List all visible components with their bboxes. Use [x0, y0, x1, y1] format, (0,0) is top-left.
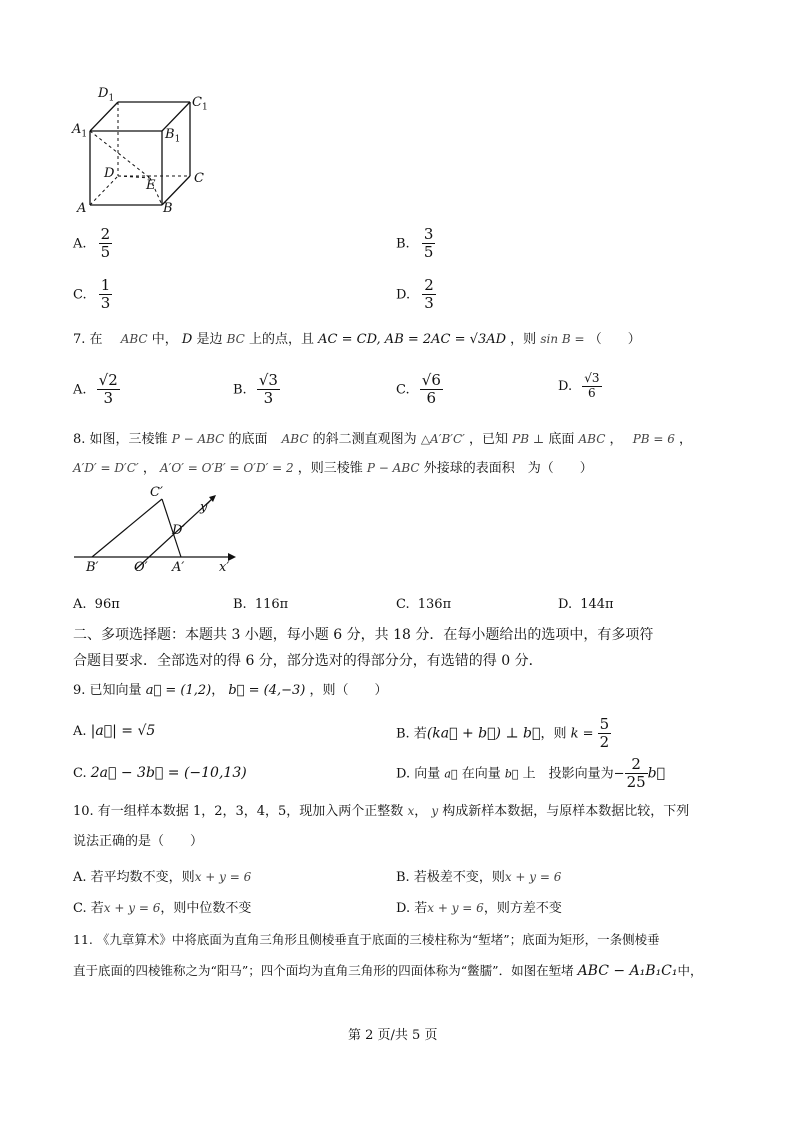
q6-option-d[interactable]: D. $\frac{2}{3}$: [396, 276, 434, 313]
q9-option-d[interactable]: D. 向量 a⃗ 在向量 b⃗ 上 投影向量为− $\frac{2}{25}$ b⃗: [396, 755, 666, 792]
q8-option-c[interactable]: C. 136π: [396, 597, 452, 612]
q10-option-c[interactable]: C. 若x + y = 6，则中位数不变: [73, 901, 252, 916]
label-a1: $A_1$: [72, 122, 88, 140]
q8-option-a[interactable]: A. 96π: [73, 597, 120, 612]
q8-option-d[interactable]: D. 144π: [558, 597, 614, 612]
q10-option-a[interactable]: A. 若平均数不变，则x + y = 6: [73, 870, 252, 885]
label-d: D: [104, 166, 115, 181]
q10-option-d[interactable]: D. 若x + y = 6，则方差不变: [396, 901, 562, 916]
fig8-label-a: A′: [172, 560, 185, 575]
q10-stem-line1: 10. 有一组样本数据 1，2，3，4，5，现加入两个正整数 x， y 构成新样本数据，与原样本数据比较，下列: [73, 804, 690, 819]
label-e: E: [146, 178, 156, 193]
fig8-label-b: B′: [86, 560, 99, 575]
fraction: $\frac{√2}{3}$: [98, 371, 118, 408]
q6-option-b[interactable]: B. $\frac{3}{5}$: [396, 225, 434, 262]
fig8-label-x: x′: [219, 560, 230, 575]
q9-stem: 9. 已知向量 a⃗ = (1,2)， b⃗ = (4,−3) ，则（ ）: [73, 683, 388, 698]
q7-stem: 7. 在 ABC 中， D 是边 BC 上的点，且 AC = CD, AB = 2AC = √3AD ，则 sin B = （ ）: [73, 332, 641, 347]
fig8-label-o: O′: [134, 560, 148, 575]
section-heading-line2: 合题目要求．全部选对的得 6 分，部分选对的得部分分，有选错的得 0 分．: [73, 653, 543, 669]
q6-option-a[interactable]: A. $\frac{2}{5}$: [73, 225, 111, 262]
fraction: $\frac{1}{3}$: [100, 276, 111, 313]
q9-option-a[interactable]: A. |a⃗| = √5: [73, 723, 156, 739]
q7-option-b[interactable]: B. $\frac{√3}{3}$: [233, 371, 278, 408]
q6-option-c[interactable]: C. $\frac{1}{3}$: [73, 276, 111, 313]
label-d1: $D_1$: [98, 86, 115, 104]
fraction: $\frac{2}{3}$: [424, 276, 434, 313]
q8-option-b[interactable]: B. 116π: [233, 597, 289, 612]
fig8-label-y: y′: [200, 500, 211, 515]
label-a: A: [77, 201, 87, 216]
label-c1: $C_1$: [192, 95, 208, 113]
fig8-label-d: D′: [172, 523, 186, 538]
q7-option-d[interactable]: D. $\frac{√3}{6}$: [558, 371, 600, 400]
section-heading-line1: 二、多项选择题：本题共 3 小题，每小题 6 分，共 18 分．在每小题给出的选项中，有多项符: [73, 627, 654, 643]
q7-option-c[interactable]: C. $\frac{√6}{6}$: [396, 371, 441, 408]
q11-stem-line2: 直于底面的四棱锥称之为“阳马”；四个面均为直角三角形的四面体称为“鳖臑”．如图在堑堵 ABC − A₁B₁C₁中，: [73, 963, 703, 979]
label-b1: $B_1$: [165, 127, 181, 145]
fraction: $\frac{3}{5}$: [423, 225, 434, 262]
fraction: $\frac{√3}{3}$: [258, 371, 278, 408]
page-footer: 第 2 页/共 5 页: [348, 1028, 438, 1043]
q10-option-b[interactable]: B. 若极差不变，则x + y = 6: [396, 870, 562, 885]
fraction: $\frac{2}{5}$: [100, 225, 111, 262]
fraction: $\frac{√6}{6}$: [421, 371, 441, 408]
q9-option-c[interactable]: C. 2a⃗ − 3b⃗ = (−10,13): [73, 765, 247, 781]
label-b: B: [163, 201, 173, 216]
q10-stem-line2: 说法正确的是（ ）: [73, 834, 204, 849]
fig8-label-c: C′: [150, 485, 163, 500]
label-c: C: [194, 171, 204, 186]
q8-stem-line1: 8. 如图，三棱锥 P − ABC 的底面 ABC 的斜二测直观图为 △A′B′C′ ，已知 PB ⊥ 底面 ABC ， PB = 6 ，: [73, 432, 693, 447]
q11-stem-line1: 11. 《九章算术》中将底面为直角三角形且侧棱垂直于底面的三棱柱称为“堑堵”；底面为矩形，一条侧棱垂: [73, 932, 660, 947]
q8-stem-line2: A′D′ = D′C′ ， A′O′ = O′B′ = O′D′ = 2 ，则三棱锥 P − ABC 外接球的表面积 为（ ）: [73, 461, 593, 476]
fraction: $\frac{2}{25}$: [626, 755, 646, 792]
q7-option-a[interactable]: A. $\frac{√2}{3}$: [73, 371, 118, 408]
fraction: $\frac{5}{2}$: [599, 715, 610, 752]
q9-option-b[interactable]: B. 若(ka⃗ + b⃗) ⊥ b⃗，则 k = $\frac{5}{2}$: [396, 715, 610, 752]
fraction: $\frac{√3}{6}$: [584, 371, 600, 400]
